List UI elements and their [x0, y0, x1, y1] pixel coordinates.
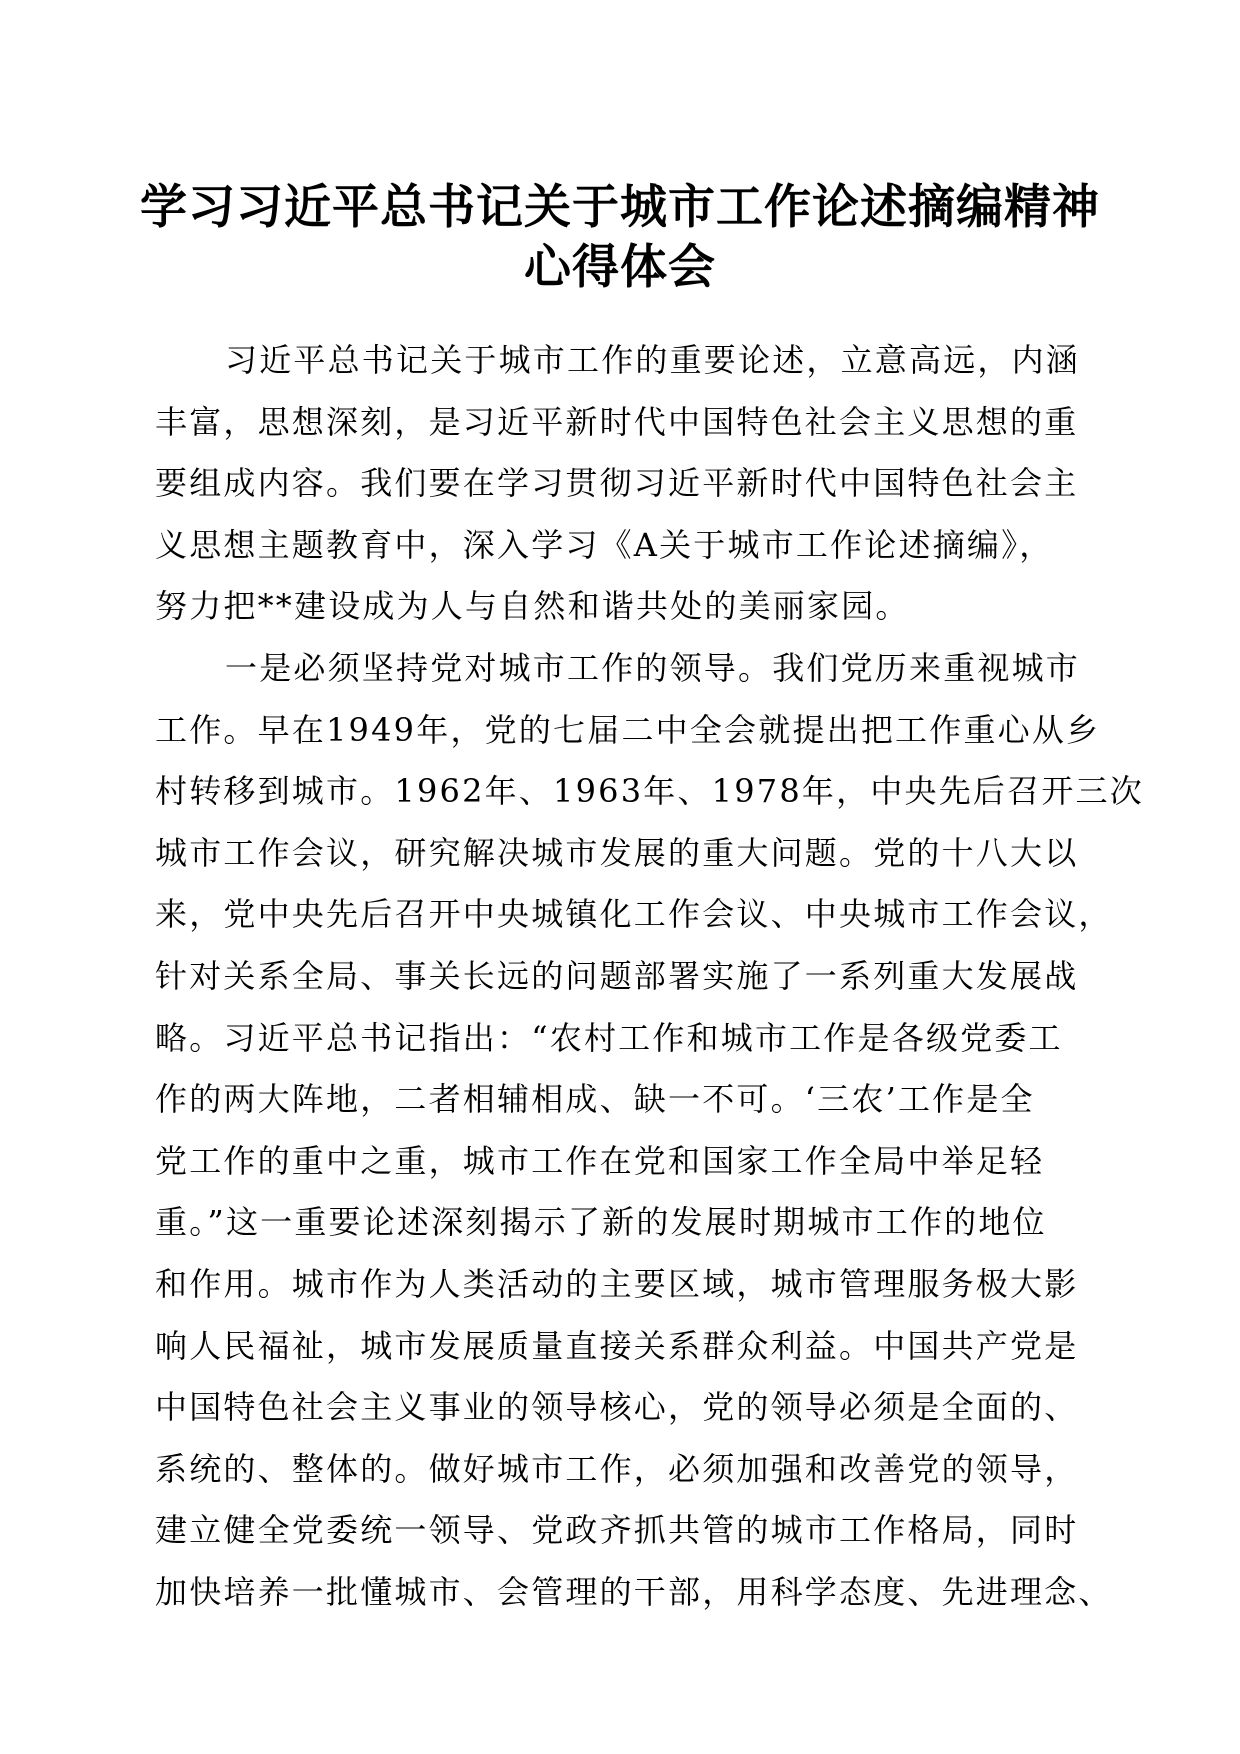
paragraph-line: 城市工作会议，研究解决城市发展的重大问题。党的十八大以 — [155, 833, 1079, 872]
paragraph-line: 中国特色社会主义事业的领导核心，党的领导必须是全面的、 — [155, 1388, 1079, 1427]
paragraph-line: 工作。早在1949年，党的七届二中全会就提出把工作重心从乡 — [155, 710, 1101, 749]
paragraph-line: 丰富，思想深刻，是习近平新时代中国特色社会主义思想的重 — [155, 402, 1079, 441]
paragraph-line: 加快培养一批懂城市、会管理的干部，用科学态度、先进理念、 — [155, 1572, 1113, 1611]
paragraph-line: 略。习近平总书记指出：“农村工作和城市工作是各级党委工 — [155, 1018, 1063, 1057]
title-line: 学习习近平总书记关于城市工作论述摘编精神 — [140, 180, 1100, 235]
paragraph-party-leadership — [155, 638, 1144, 1624]
paragraph-line: 和作用。城市作为人类活动的主要区域，城市管理服务极大影 — [155, 1264, 1079, 1303]
document-title — [140, 178, 1100, 298]
title-line: 心得体会 — [524, 240, 716, 295]
document-body — [155, 330, 1144, 1623]
paragraph-line: 建立健全党委统一领导、党政齐抓共管的城市工作格局，同时 — [155, 1511, 1079, 1550]
paragraph-line: 党工作的重中之重，城市工作在党和国家工作全局中举足轻 — [155, 1141, 1045, 1180]
paragraph-line: 义思想主题教育中，深入学习《A关于城市工作论述摘编》， — [155, 525, 1054, 564]
paragraph-line: 一是必须坚持党对城市工作的领导。我们党历来重视城市 — [225, 648, 1081, 687]
paragraph-line: 村转移到城市。1962年、1963年、1978年，中央先后召开三次 — [155, 772, 1144, 811]
paragraph-line: 响人民福祉，城市发展质量直接关系群众利益。中国共产党是 — [155, 1326, 1079, 1365]
paragraph-intro — [155, 330, 1081, 638]
paragraph-line: 重。”这一重要论述深刻揭示了新的发展时期城市工作的地位 — [155, 1203, 1047, 1242]
paragraph-line: 努力把**建设成为人与自然和谐共处的美丽家园。 — [155, 587, 910, 626]
paragraph-line: 来，党中央先后召开中央城镇化工作会议、中央城市工作会议， — [155, 895, 1113, 934]
paragraph-line: 作的两大阵地，二者相辅相成、缺一不可。‘三农’工作是全 — [155, 1080, 1035, 1119]
paragraph-line: 针对关系全局、事关长远的问题部署实施了一系列重大发展战 — [155, 956, 1079, 995]
paragraph-line: 系统的、整体的。做好城市工作，必须加强和改善党的领导， — [155, 1449, 1079, 1488]
paragraph-line: 习近平总书记关于城市工作的重要论述，立意高远，内涵 — [225, 341, 1081, 379]
paragraph-line: 要组成内容。我们要在学习贯彻习近平新时代中国特色社会主 — [155, 464, 1079, 503]
